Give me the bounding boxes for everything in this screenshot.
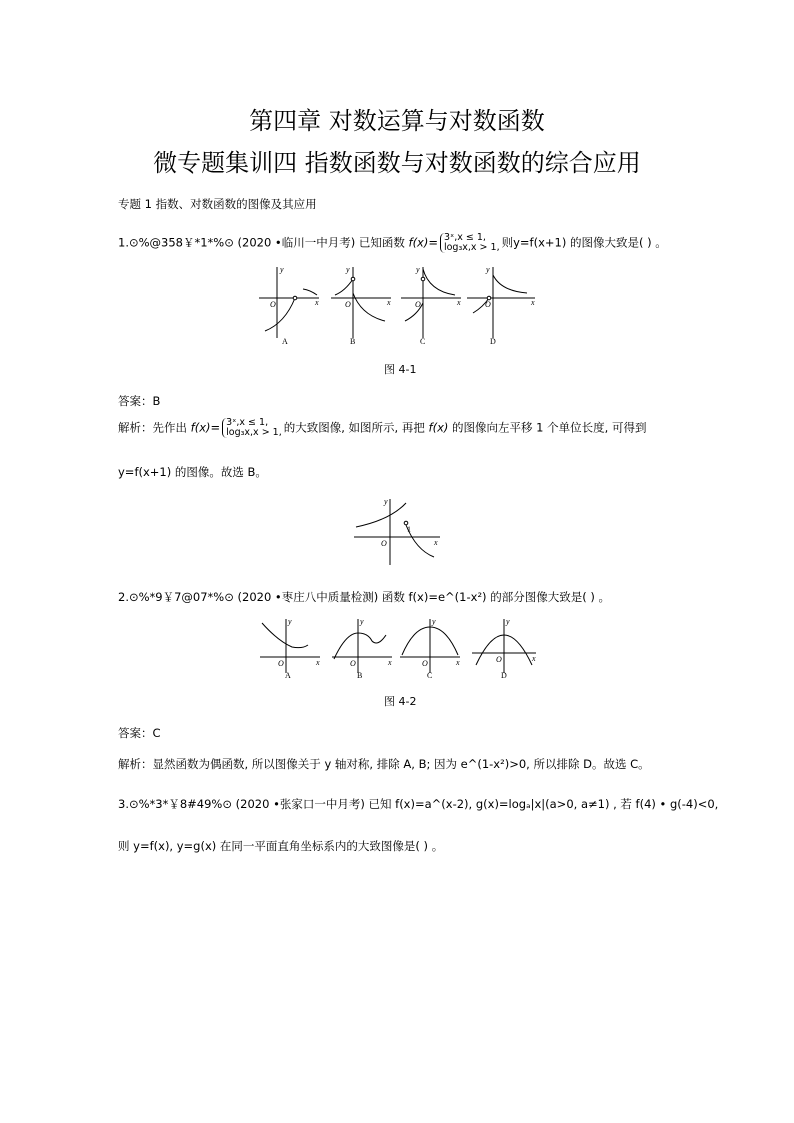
option-c-graph <box>400 617 460 680</box>
axis-y-label: y <box>486 265 490 274</box>
q1-analysis-suffix: 的图像向左平移 1 个单位长度, 可得到 <box>452 420 647 435</box>
figure-4-1-caption: 图 4-1 <box>384 363 417 376</box>
q1-piecewise <box>440 233 500 253</box>
axis-origin: O <box>270 300 276 309</box>
question-2: 2.⊙%*9￥7@07*%⊙ (2020 •枣庄八中质量检测) 函数 f(x)=e^(1-x²) 的部分图像大致是( ) 。 <box>118 590 610 604</box>
axis-x-label: x <box>434 538 438 547</box>
option-b-graph <box>332 617 392 680</box>
figure-4-2-caption: 图 4-2 <box>384 695 417 708</box>
q1-analysis-piecewise <box>222 418 282 438</box>
option-a-label: A <box>285 671 291 680</box>
q1-analysis-prefix: 解析：先作出 <box>118 420 187 435</box>
option-a-graph <box>260 617 320 680</box>
figure-4-2 <box>258 615 540 680</box>
q1-analysis-case1: 3ˣ,x ≤ 1, <box>226 417 269 428</box>
option-a-graph <box>259 265 319 345</box>
q1-analysis <box>118 418 646 438</box>
axis-y-label: y <box>346 265 350 274</box>
axis-y-label: y <box>506 617 510 626</box>
chapter-title: 第四章 对数运算与对数函数 <box>249 107 545 135</box>
q1-suffix: 则y=f(x+1) 的图像大致是( ) 。 <box>501 235 667 250</box>
axis-x-label: x <box>531 298 535 307</box>
q1-analysis-figure <box>350 495 450 567</box>
option-d-label: D <box>501 671 507 680</box>
section-title: 微专题集训四 指数函数与对数函数的综合应用 <box>153 149 641 177</box>
axis-y-label: y <box>416 265 420 274</box>
axis-x-label: x <box>315 298 319 307</box>
axis-origin: O <box>381 539 387 548</box>
option-b-label: B <box>357 671 363 680</box>
tick-one-label: 1 <box>407 525 411 534</box>
q2-answer: 答案：C <box>118 726 161 740</box>
q1-analysis-case2: log₃x,x > 1, <box>226 427 282 438</box>
option-b-graph <box>331 265 391 345</box>
axis-x-label: x <box>456 658 460 667</box>
q1-analysis-fx-b: f(x) <box>428 420 449 435</box>
axis-x-label: x <box>388 658 392 667</box>
axis-x-label: x <box>457 298 461 307</box>
axis-origin: O <box>496 655 502 664</box>
topic-heading: 专题 1 指数、对数函数的图像及其应用 <box>118 197 317 211</box>
q1-analysis-mid: 的大致图像, 如图所示, 再把 <box>283 420 425 435</box>
axis-y-label: y <box>288 617 292 626</box>
axis-y-label: y <box>280 265 284 274</box>
option-d-label: D <box>490 337 496 345</box>
option-a-label: A <box>282 337 288 345</box>
axis-x-label: x <box>316 658 320 667</box>
option-c-label: C <box>427 671 433 680</box>
option-d-graph <box>472 617 536 680</box>
axis-origin: O <box>415 300 421 309</box>
axis-origin: O <box>278 659 284 668</box>
option-c-label: C <box>420 337 426 345</box>
option-c-graph <box>401 265 461 345</box>
q1-case2: log₃x,x > 1, <box>443 242 500 253</box>
axis-origin: O <box>350 659 356 668</box>
axis-y-label: y <box>360 617 364 626</box>
q1-case1: 3ˣ,x ≤ 1, <box>443 232 486 243</box>
q1-fx: f(x)= <box>408 235 438 250</box>
question-3-line2: 则 y=f(x), y=g(x) 在同一平面直角坐标系内的大致图像是( ) 。 <box>118 839 444 853</box>
axis-origin: O <box>422 659 428 668</box>
axis-x-label: x <box>387 298 391 307</box>
q1-analysis-fx-a: f(x)= <box>190 420 221 435</box>
option-b-label: B <box>350 337 356 345</box>
q1-analysis-line2: y=f(x+1) 的图像。故选 B。 <box>118 465 267 479</box>
q1-answer: 答案：B <box>118 394 161 408</box>
q1-prefix: 1.⊙%@358￥*1*%⊙ (2020 •临川一中月考) 已知函数 <box>118 235 405 250</box>
axis-origin: O <box>345 300 351 309</box>
axis-origin: O <box>485 300 491 309</box>
question-3-line1: 3.⊙%*3*￥8#49%⊙ (2020 •张家口一中月考) 已知 f(x)=a^(x-2), g(x)=logₐ|x|(a>0, a≠1) , 若 f(4) • g(-4)<0, <box>118 797 719 811</box>
axis-y-label: y <box>432 617 436 626</box>
axis-y-label: y <box>384 497 388 506</box>
option-d-graph <box>467 265 535 345</box>
figure-4-1 <box>255 263 535 345</box>
question-1 <box>118 233 667 253</box>
q2-analysis: 解析：显然函数为偶函数, 所以图像关于 y 轴对称, 排除 A, B; 因为 e^(1-x²)>0, 所以排除 D。故选 C。 <box>118 757 650 771</box>
axis-x-label: x <box>532 654 536 663</box>
